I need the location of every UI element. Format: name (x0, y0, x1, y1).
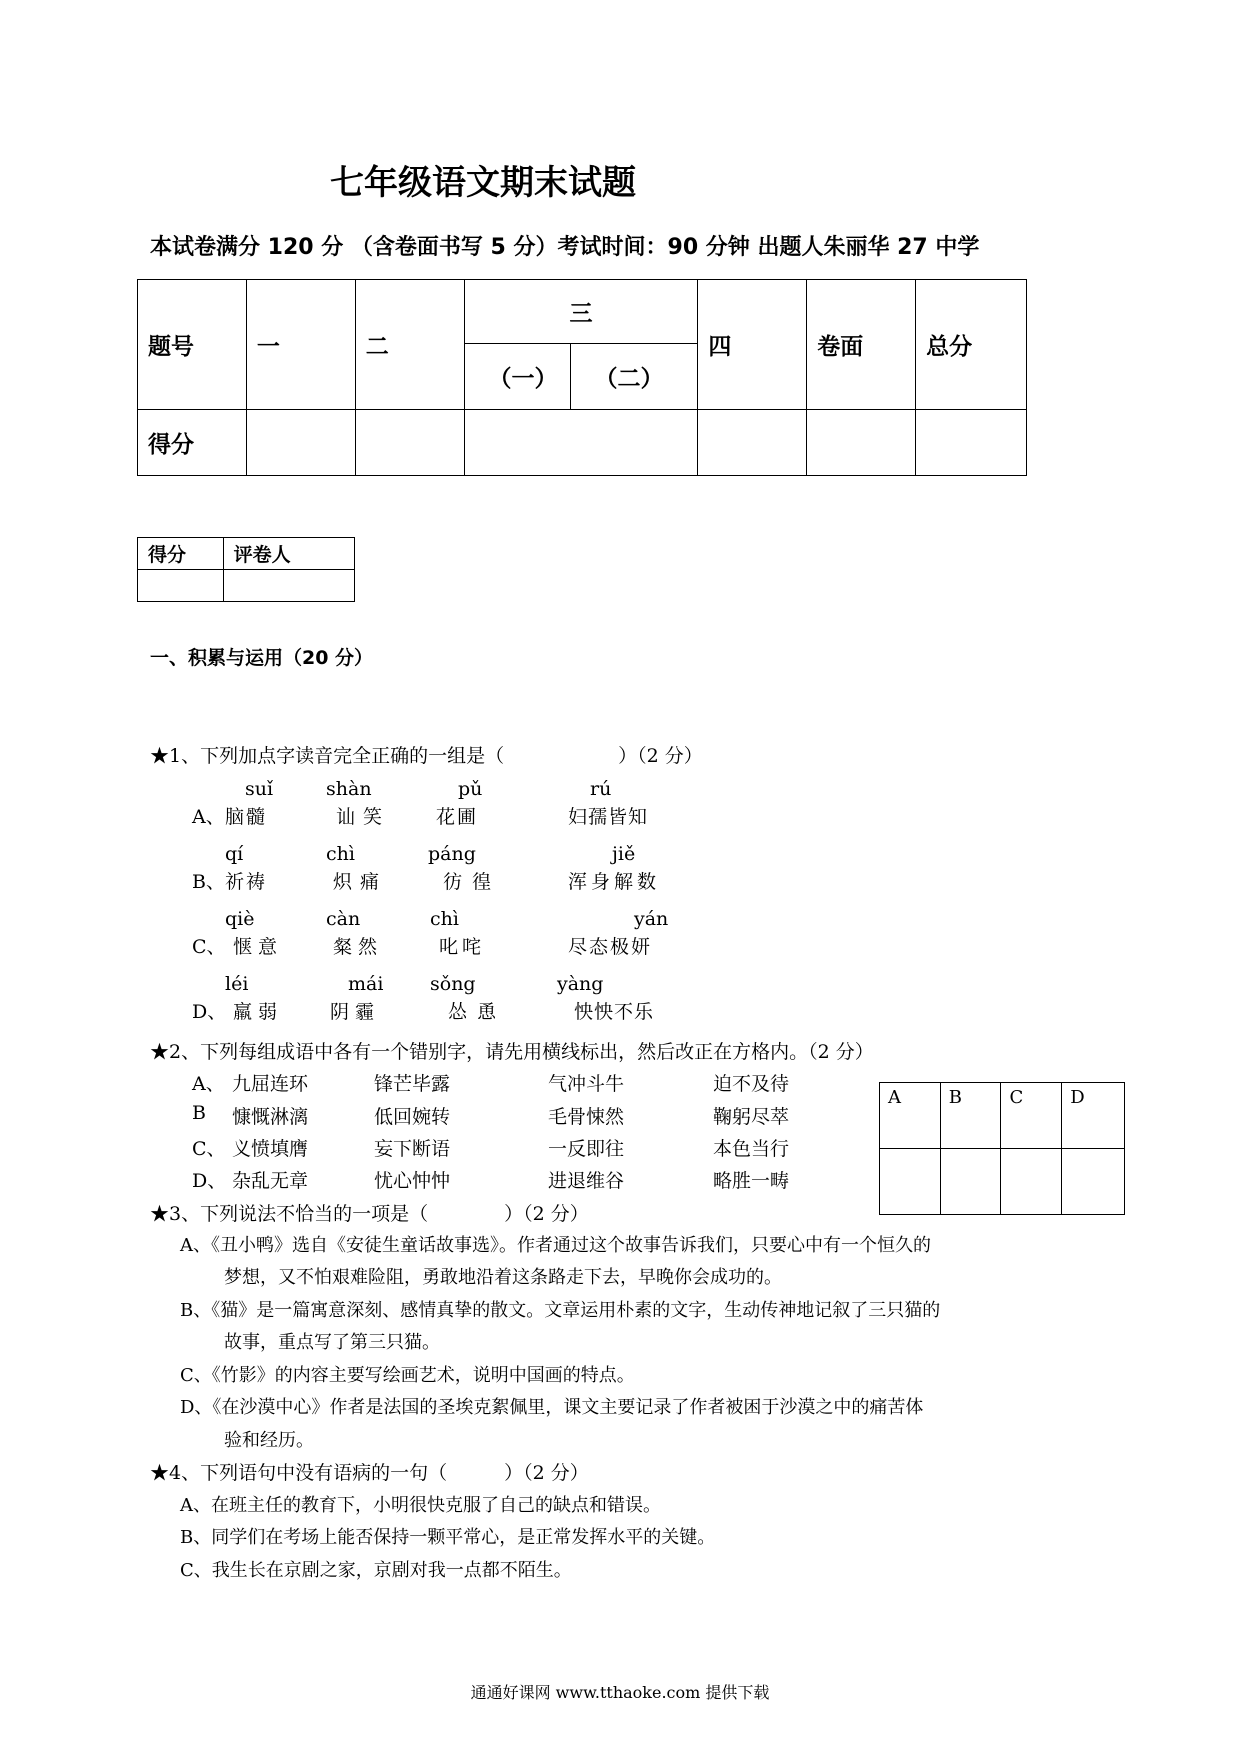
col-part-3b: （二） (570, 344, 698, 410)
score-table (137, 279, 1027, 476)
idiom: 慷慨淋漓 (232, 1106, 309, 1128)
q3-option-d-cont: 验和经历。 (224, 1430, 314, 1451)
col-part-2: 二 (355, 280, 464, 410)
pinyin: chì (430, 908, 459, 930)
option-word: 花圃 (436, 806, 479, 828)
grader-name-cell[interactable] (223, 570, 354, 602)
option-word: 羸弱 (233, 1001, 284, 1023)
pinyin: sǒng (430, 973, 476, 995)
idiom: 低回婉转 (374, 1106, 451, 1128)
score-cell[interactable] (698, 410, 807, 476)
pinyin: suǐ (245, 778, 274, 800)
option-word: 怏怏不乐 (574, 1001, 655, 1023)
question-2: ★2、下列每组成语中各有一个错别字，请先用横线标出，然后改正在方格内。（2 分） (150, 1041, 874, 1063)
idiom: 义愤填膺 (232, 1138, 309, 1160)
option-word: 惬意 (233, 936, 284, 958)
option-word: 炽痛 (333, 871, 388, 893)
answer-box-c[interactable]: C (1001, 1083, 1062, 1149)
option-label: A、 (192, 806, 225, 828)
pinyin: càn (326, 908, 361, 930)
pinyin: páng (428, 843, 476, 865)
option-word: 阴霾 (330, 1001, 381, 1023)
col-part-3: 三 (464, 280, 698, 344)
option-label: D、 (192, 1001, 227, 1023)
option-word: 脑髓 (225, 806, 268, 828)
option-word: 叱咤 (439, 936, 486, 958)
col-part-4: 四 (698, 280, 807, 410)
exam-info: 本试卷满分 120 分 （含卷面书写 5 分）考试时间：90 分钟 出题人朱丽华 27 中学 (150, 235, 980, 260)
pinyin: shàn (326, 778, 372, 800)
q3-option-a: A、《丑小鸭》选自《安徒生童话故事选》。作者通过这个故事告诉我们，只要心中有一个恒久的 (180, 1235, 931, 1256)
score-cell[interactable] (807, 410, 916, 476)
q3-option-c: C、《竹影》的内容主要写绘画艺术，说明中国画的特点。 (180, 1365, 635, 1386)
answer-box[interactable] (1062, 1149, 1125, 1215)
answer-box-a[interactable]: A (880, 1083, 941, 1149)
idiom: 鞠躬尽萃 (713, 1106, 790, 1128)
pinyin: mái (348, 973, 384, 995)
grader-table (137, 537, 355, 602)
pinyin: pǔ (458, 778, 483, 800)
option-word: 讪笑 (336, 806, 391, 828)
idiom: 杂乱无章 (232, 1170, 309, 1192)
col-neatness: 卷面 (807, 280, 916, 410)
score-cell[interactable] (464, 410, 698, 476)
idiom: 本色当行 (713, 1138, 790, 1160)
answer-box[interactable] (1001, 1149, 1062, 1215)
col-part-3a: （一） (464, 344, 570, 410)
idiom: 锋芒毕露 (374, 1073, 451, 1095)
idiom: 忧心忡忡 (374, 1170, 451, 1192)
option-label: B、 (192, 871, 225, 893)
option-word: 尽态极妍 (568, 936, 653, 958)
q3-option-a-cont: 梦想，又不怕艰难险阻，勇敢地沿着这条路走下去，早晚你会成功的。 (224, 1267, 782, 1288)
idiom: 妄下断语 (374, 1138, 451, 1160)
page-title: 七年级语文期末试题 (330, 163, 636, 203)
page-footer: 通通好课网 www.tthaoke.com 提供下载 (470, 1683, 770, 1702)
idiom: 毛骨悚然 (548, 1106, 625, 1128)
answer-box[interactable] (880, 1149, 941, 1215)
option-label: C、 (192, 936, 226, 958)
pinyin: rú (590, 778, 612, 800)
pinyin: qí (225, 843, 244, 865)
pinyin: léi (225, 973, 249, 995)
col-total: 总分 (916, 280, 1027, 410)
option-word: 粲然 (333, 936, 384, 958)
option-word: 祈祷 (225, 871, 268, 893)
question-3: ★3、下列说法不恰当的一项是（ ）（2 分） (150, 1203, 589, 1225)
row-label: A、 (192, 1073, 225, 1095)
q2-answer-grid (879, 1082, 1125, 1215)
option-word: 妇孺皆知 (568, 806, 649, 828)
option-word: 怂恿 (448, 1001, 507, 1023)
pinyin: yán (634, 908, 669, 930)
idiom: 气冲斗牛 (548, 1073, 625, 1095)
idiom: 九屈连环 (232, 1073, 309, 1095)
score-cell[interactable] (355, 410, 464, 476)
row-label-score: 得分 (138, 410, 247, 476)
pinyin: qiè (225, 908, 255, 930)
q4-option-c: C、我生长在京剧之家，京剧对我一点都不陌生。 (180, 1560, 572, 1581)
score-cell[interactable] (246, 410, 355, 476)
row-label-question: 题号 (138, 280, 247, 410)
idiom: 略胜一畴 (713, 1170, 790, 1192)
pinyin: chì (326, 843, 355, 865)
q3-option-b: B、《猫》是一篇寓意深刻、感情真挚的散文。文章运用朴素的文字，生动传神地记叙了三只猫的 (180, 1300, 941, 1321)
answer-box-d[interactable]: D (1062, 1083, 1125, 1149)
option-word: 浑身解数 (568, 871, 661, 893)
pinyin: yàng (557, 973, 604, 995)
score-cell[interactable] (916, 410, 1027, 476)
row-label: D、 (192, 1170, 227, 1192)
q3-option-d: D、《在沙漠中心》作者是法国的圣埃克絮佩里，课文主要记录了作者被困于沙漠之中的痛苦体 (180, 1397, 924, 1418)
grader-label: 评卷人 (223, 538, 354, 570)
question-4: ★4、下列语句中没有语病的一句（ ）（2 分） (150, 1462, 589, 1484)
row-label: C、 (192, 1138, 226, 1160)
section-heading: 一、积累与运用（20 分） (150, 647, 374, 669)
grader-score-cell[interactable] (138, 570, 224, 602)
question-1: ★1、下列加点字读音完全正确的一组是（ ）（2 分） (150, 745, 703, 767)
answer-box-b[interactable]: B (940, 1083, 1001, 1149)
q4-option-a: A、在班主任的教育下，小明很快克服了自己的缺点和错误。 (180, 1495, 661, 1516)
idiom: 进退维谷 (548, 1170, 625, 1192)
col-part-1: 一 (246, 280, 355, 410)
idiom: 一反即往 (548, 1138, 625, 1160)
grader-score-label: 得分 (138, 538, 224, 570)
pinyin: jiě (612, 843, 636, 865)
row-label: B (192, 1102, 206, 1124)
idiom: 迫不及待 (713, 1073, 790, 1095)
q3-option-b-cont: 故事，重点写了第三只猫。 (224, 1332, 440, 1353)
answer-box[interactable] (940, 1149, 1001, 1215)
option-word: 彷徨 (443, 871, 502, 893)
q4-option-b: B、同学们在考场上能否保持一颗平常心，是正常发挥水平的关键。 (180, 1527, 716, 1548)
